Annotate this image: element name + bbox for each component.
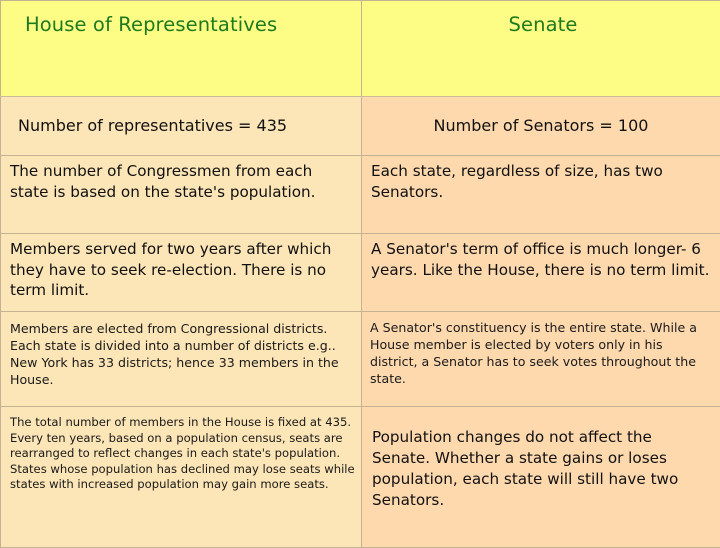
- senate-apportionment-text: Each state, regardless of size, has two Senators.: [371, 161, 714, 202]
- header-cell-senate-inner: [362, 1, 720, 94]
- house-term-text: Members served for two years after which they have to seek re-election. There is no term limit.: [10, 239, 355, 301]
- house-apportionment-text: The number of Congressmen from each state is based on the state's population.: [10, 161, 355, 202]
- cell-senate-term-inner: [362, 234, 720, 284]
- table-row-term: [1, 234, 720, 312]
- cell-house-count: [1, 97, 362, 156]
- cell-senate-apportionment-inner: [362, 156, 720, 206]
- senate-term-text: A Senator's term of office is much longer- 6 years. Like the House, there is no term limit.: [371, 239, 714, 280]
- cell-house-apportionment-inner: [1, 156, 361, 206]
- house-constituency-text: Members are elected from Congressional districts. Each state is divided into a number of districts e.g.. New York has 33 districts; hence 33 members in the House.: [10, 320, 353, 388]
- cell-house-term: [1, 234, 362, 312]
- cell-senate-constituency-inner: [362, 312, 720, 391]
- cell-house-apportionment: [1, 156, 362, 234]
- header-label-senate: Senate: [380, 13, 706, 37]
- cell-senate-term: [362, 234, 720, 312]
- table-row-counts: [1, 97, 720, 156]
- senate-reapportionment-text: Population changes do not affect the Senate. Whether a state gains or loses population, each state will still have two Senators.: [372, 427, 712, 511]
- cell-senate-constituency: [362, 312, 720, 407]
- table-row-reapportionment: [1, 407, 720, 548]
- cell-senate-apportionment: [362, 156, 720, 234]
- cell-house-constituency-inner: [1, 312, 361, 392]
- table-row-apportionment: [1, 156, 720, 234]
- cell-house-count-inner: [1, 97, 361, 155]
- cell-senate-count-inner: [362, 97, 720, 155]
- cell-senate-count: [362, 97, 720, 156]
- cell-senate-reapportionment-inner: [362, 407, 720, 515]
- senate-constituency-text: A Senator's constituency is the entire state. While a House member is elected by voters only in his district, a Senator has to seek votes throughout the state.: [370, 319, 712, 387]
- house-reapportionment-text: The total number of members in the House is fixed at 435. Every ten years, based on a population census, seats are rearranged to reflect changes in each state's population. States whose population has declined may lose seats while states with increased population may gain more seats.: [10, 415, 355, 493]
- cell-house-term-inner: [1, 234, 361, 305]
- header-cell-house: [1, 1, 362, 97]
- table-row-constituency: [1, 312, 720, 407]
- header-label-house: House of Representatives: [19, 13, 347, 37]
- header-cell-senate: [362, 1, 720, 97]
- cell-house-constituency: [1, 312, 362, 407]
- cell-house-reapportionment-inner: [1, 407, 361, 497]
- header-cell-house-inner: [1, 1, 361, 94]
- cell-house-reapportionment: [1, 407, 362, 548]
- cell-senate-reapportionment: [362, 407, 720, 548]
- house-representative-count: Number of representatives = 435: [13, 116, 349, 136]
- table-header-row: [1, 1, 720, 97]
- senator-count: Number of Senators = 100: [374, 116, 708, 136]
